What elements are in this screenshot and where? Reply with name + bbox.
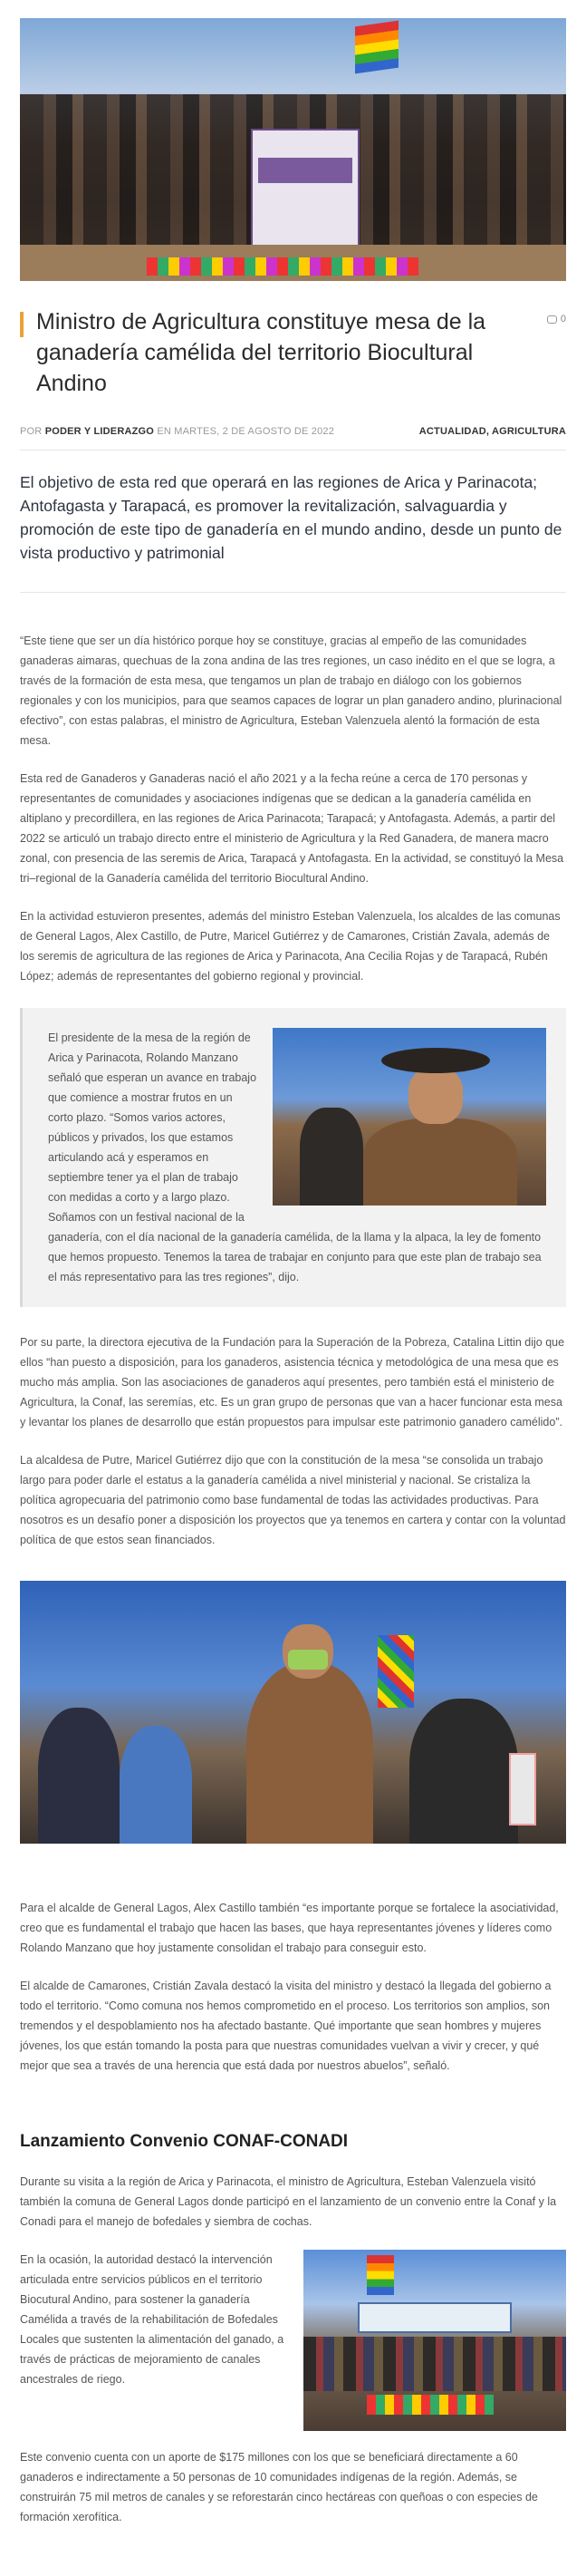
hero-photo	[20, 18, 566, 281]
paragraph: Para el alcalde de General Lagos, Alex Castillo también “es importante porque se fortalece la asociatividad, creo que es fundamental el trabajo que hacen las bases, que haya representantes jóvenes y líderes como Rolando Manzano que hoy justamente consolidan el trabajo para conseguir esto.	[20, 1902, 559, 1954]
article-meta	[20, 426, 566, 437]
quote-photo	[273, 1028, 546, 1206]
comment-bubble-icon	[547, 315, 557, 324]
comment-count: 0	[560, 314, 566, 324]
paragraph: La alcaldesa de Putre, Maricel Gutiérrez dijo que con la constitución de la mesa “se consolida un trabajo largo para poder darle el estatus a la ganadería camélida a nivel ministerial y nacional. Se cristaliza la política agropecuaria del patrimonio como base fundamental de todas las actividades productivas. Para nosotros es un desafío poner a disposición los proyectos que ya tenemos en cartera y contar con la voluntad política de que estos sean financiados.	[20, 1454, 566, 1546]
quote-text: El presidente de la mesa de la región de Arica y Parinacota, Rolando Manzano señaló que esperan un avance en trabajo que comience a mostrar frutos en un corto plazo. “Somos varios actores, públicos y privados, los que estamos articulando acá y esperamos en septiembre tener ya el plan de trabajo con medidas a corto y a largo plazo. Soñamos con un festival nacional de la ganadería, con el día nacional de la ganadería camélida, de la llama y la alpaca, la ley de fomento que hemos propuesto. Tenemos la tarea de trabajar en conjunto para que este plan de trabajo sea el más representativo para las tres regiones”, dijo.	[48, 1031, 542, 1283]
inline-photo-block	[20, 2250, 566, 2438]
paragraph: Esta red de Ganaderos y Ganaderas nació el año 2021 y a la fecha reúne a cerca de 170 personas y representantes de comunidades y asociaciones indígenas que se dedican a la ganadería camélida en altiplano y precordillera, en las regiones de Arica Parinacota; Tarapacá; y Antofagasta. Además, a partir del 2022 se articuló un trabajo directo entre el ministerio de Agricultura y la Red Ganadera, de manera macro zonal, con presencia de las seremis de Arica, Tarapacá y Antofagasta. En la actividad, se constituyó la Mesa tri–regional de la Ganadería camélida del territorio Biocultural Andino.	[20, 772, 564, 885]
article-photo	[20, 1581, 566, 1844]
article-page	[0, 18, 586, 2552]
publish-date: MARTES, 2 DE AGOSTO DE 2022	[174, 426, 335, 437]
quote-box	[20, 1008, 566, 1307]
paragraph: Este convenio cuenta con un aporte de $175 millones con los que se beneficiará directamente a 60 ganaderos e indirectamente a 50 personas de 10 comunidades indígenas de la región. Además, se construirán 75 mil metros de canales y se reforestarán cinco hectáreas con queñoas o con especies de formación xerofítica.	[20, 2451, 538, 2523]
paragraph: El alcalde de Camarones, Cristián Zavala destacó la visita del ministro y destacó la llegada del gobierno a todo el territorio. “Como comuna nos hemos comprometido en el proceso. Los territorios son amplios, son tremendos y el despoblamiento nos ha afectado bastante. Qué importante que sean hombres y mujeres jóvenes, los que están tomando la posta para que nuestras comunidades vuelvan a vivir y crecer, y qué mejor que sea a través de una herencia que está dada por nuestros abuelos”, señaló.	[20, 1980, 552, 2072]
article-lead: El objetivo de esta red que operará en las regiones de Arica y Parinacota; Antofagasta y Tarapacá, es promover la revitalización, salvaguardia y promoción de este tipo de ganadería en el mundo andino, desde un punto de vista productivo y patrimonial	[20, 473, 562, 562]
paragraph: En la ocasión, la autoridad destacó la intervención articulada entre servicios públicos en el territorio Biocutural Andino, para sostener la ganadería Camélida a través de la rehabilitación de Bofedales Locales que sustenten la alimentación del ganado, a través de prácticas de mejoramiento de canales ancestrales de riego.	[20, 2253, 284, 2386]
category-links[interactable]: ACTUALIDAD, AGRICULTURA	[418, 426, 566, 437]
title-accent-bar	[20, 312, 24, 337]
paragraph: Durante su visita a la región de Arica y Parinacota, el ministro de Agricultura, Esteban Valenzuela visitó también la comuna de General Lagos donde participó en el lanzamiento de un convenio entre la Conaf y la Conadi para el manejo de bofedales y siembra de cochas.	[20, 2175, 557, 2228]
paragraph: “Este tiene que ser un día histórico porque hoy se constituye, gracias al empeño de las comunidades ganaderas aimaras, quechuas de la zona andina de las tres regiones, un caso inédito en el que se logra, a través de la formación de esta mesa, que tengamos un plan de trabajo en diálogo con los gobiernos regionales y con los municipios, para que seamos capaces de lograr un plan ganadero andino, plurinacional efectivo”, con estas palabras, el ministro de Agricultura, Esteban Valenzuela alentó la formación de esta mesa.	[20, 634, 562, 747]
meta-by: POR	[20, 426, 43, 437]
paragraph: En la actividad estuvieron presentes, además del ministro Esteban Valenzuela, los alcaldes de las comunas de General Lagos, Alex Castillo, de Putre, Maricel Gutiérrez y de Camarones, Cristián Zavala, además de los seremis de agricultura de las regiones de Arica y Parinacota, Ana Cecilia Rojas y de Tarapacá, Rubén López; además de representantes del gobierno regional y provincial.	[20, 910, 561, 983]
article-title: Ministro de Agricultura constituye mesa de la ganadería camélida del territorio Biocultural Andino	[36, 309, 486, 396]
title-row	[20, 306, 566, 399]
divider	[20, 592, 566, 593]
comment-count-link[interactable]	[547, 314, 566, 324]
meta-date-prefix: EN	[157, 426, 172, 437]
inline-photo	[303, 2250, 566, 2431]
section-title: Lanzamiento Convenio CONAF-CONADI	[20, 2132, 349, 2151]
paragraph: Por su parte, la directora ejecutiva de la Fundación para la Superación de la Pobreza, Catalina Littin dijo que ellos “han puesto a disposición, para los ganaderos, asistencia técnica y metodológica de una mesa que es mucho más amplia. Son las asociaciones de ganaderos aquí presentes, pero también está el ministerio de Agricultura, la Conaf, las seremías, etc. Es un gran grupo de personas que van a hacer funcionar esta mesa y levantar los planes de desarrollo que están propuestos para impulsar este patrimonio ganadero camélido”.	[20, 1336, 565, 1428]
author-link[interactable]: PODER Y LIDERAZGO	[44, 426, 155, 437]
